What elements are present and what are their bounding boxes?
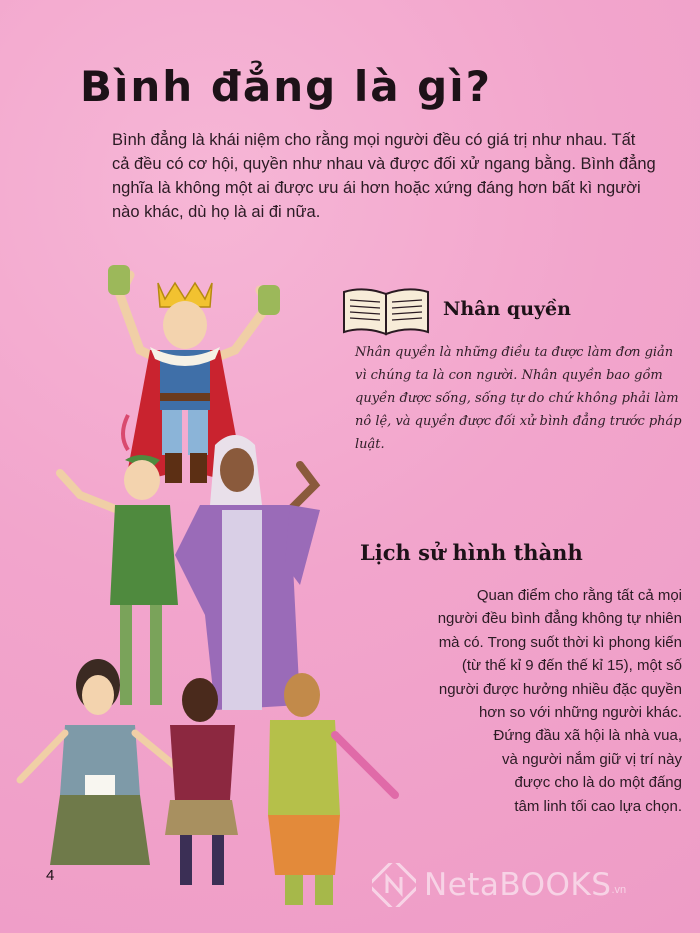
watermark-text: NetaBOOKS — [424, 867, 612, 903]
history-line: hơn so với những người khác. — [478, 704, 682, 722]
watermark — [372, 862, 626, 908]
human-rights-text: Nhân quyền là những điều ta được làm đơn giản vì chúng ta là con người. Nhân quyền bao gồm quyền được sống, sống tự do chứ không phải làm nô lệ, và quyền được đối xử bình đẳng trước pháp luật. — [355, 345, 682, 452]
netabooks-logo-icon — [372, 863, 416, 907]
history-paragraph — [352, 584, 682, 818]
history-line: được cho là do một đấng — [514, 774, 682, 792]
history-line: và người nắm giữ vị trí này — [502, 750, 682, 768]
watermark-suffix: .vn — [611, 884, 627, 896]
history-line: tâm linh tối cao lựa chọn. — [514, 797, 682, 815]
intro-paragraph: Bình đẳng là khái niệm cho rằng mọi người đều có giá trị như nhau. Tất cả đều có cơ hội, quyền như nhau và được đối xử ngang bằng. Bình đẳng nghĩa là không một ai được ưu ái hơn hoặc xứng đáng hơn bất kì người nào khác, dù họ là ai đi nữa. — [112, 131, 656, 221]
open-book-icon — [340, 284, 432, 340]
history-line: người đều bình đẳng không tự nhiên — [437, 610, 682, 628]
history-line: Quan điểm cho rằng tất cả mọi — [476, 587, 682, 604]
history-line: Đứng đầu xã hội là nhà vua, — [493, 727, 682, 745]
human-rights-heading: Nhân quyền — [443, 298, 571, 320]
history-line: (từ thế kỉ 9 đến thế kỉ 15), một số — [461, 657, 682, 675]
history-heading: Lịch sử hình thành — [360, 540, 583, 565]
history-line: mà có. Trong suốt thời kì phong kiến — [438, 633, 682, 651]
page-title: Bình đẳng là gì? — [80, 62, 493, 111]
page-number: 4 — [46, 867, 55, 884]
history-line: người được hưởng nhiều đặc quyền — [438, 680, 682, 698]
